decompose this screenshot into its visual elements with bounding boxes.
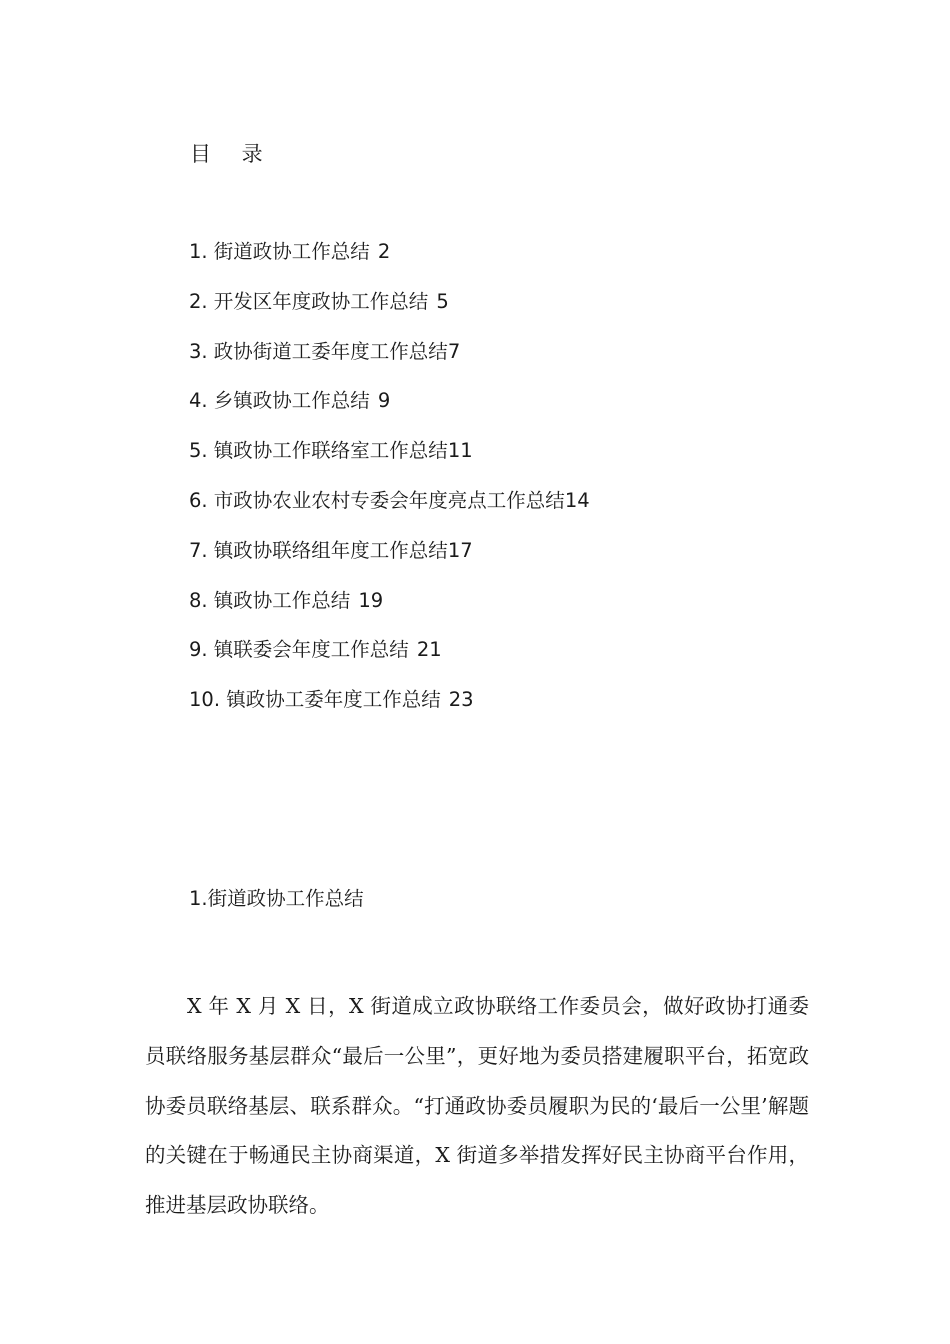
toc-entry-page-number: 7 [447, 339, 461, 363]
toc-entry[interactable] [189, 436, 590, 486]
toc-entry[interactable] [189, 237, 590, 287]
toc-entry-page-number: 9 [377, 389, 391, 413]
toc-entry-page-number: 19 [358, 588, 384, 612]
toc-entry-label: 6. 市政协农业农村专委会年度亮点工作总结 [189, 488, 565, 512]
body-paragraph: X 年 X 月 X 日，X 街道成立政协联络工作委员会，做好政协打通委员联络服务基层群众“最后一公里”，更好地为委员搭建履职平台，拓宽政协委员联络基层、联系群众。“打通政协委员履职为民的‘最后一公里’解题的关键在于畅通民主协商渠道，X 街道多举措发挥好民主协商平台作用，推进基层政协联络。 [145, 994, 809, 1218]
toc-title: 目 录 [190, 142, 275, 166]
section-heading: 1.街道政协工作总结 [189, 887, 364, 910]
toc-entry[interactable] [189, 287, 590, 337]
toc-entry-page-number: 23 [448, 688, 474, 712]
toc-entry-page-number: 14 [564, 488, 590, 512]
toc-entry[interactable] [189, 536, 590, 586]
toc-entry-label: 3. 政协街道工委年度工作总结 [189, 339, 448, 363]
table-of-contents [189, 237, 590, 735]
toc-entry[interactable] [189, 386, 590, 436]
toc-entry-label: 5. 镇政协工作联络室工作总结 [189, 439, 448, 463]
toc-entry-page-number: 21 [416, 638, 442, 662]
toc-entry-page-number: 11 [447, 439, 473, 463]
toc-entry-label: 9. 镇联委会年度工作总结 [189, 638, 409, 662]
toc-entry-label: 4. 乡镇政协工作总结 [189, 389, 370, 413]
toc-entry[interactable] [189, 635, 590, 685]
toc-entry[interactable] [189, 685, 590, 735]
toc-entry-label: 2. 开发区年度政协工作总结 [189, 289, 429, 313]
toc-entry-page-number: 5 [436, 289, 449, 313]
toc-entry-page-number: 2 [377, 240, 391, 263]
toc-entry[interactable] [189, 337, 590, 387]
toc-entry-page-number: 17 [447, 538, 473, 562]
toc-entry-label: 7. 镇政协联络组年度工作总结 [189, 538, 448, 562]
toc-entry-label: 1. 街道政协工作总结 [189, 240, 370, 263]
toc-entry[interactable] [189, 586, 590, 636]
toc-entry-label: 10. 镇政协工委年度工作总结 [189, 688, 441, 712]
toc-entry-label: 8. 镇政协工作总结 [189, 588, 351, 612]
toc-entry[interactable] [189, 486, 590, 536]
